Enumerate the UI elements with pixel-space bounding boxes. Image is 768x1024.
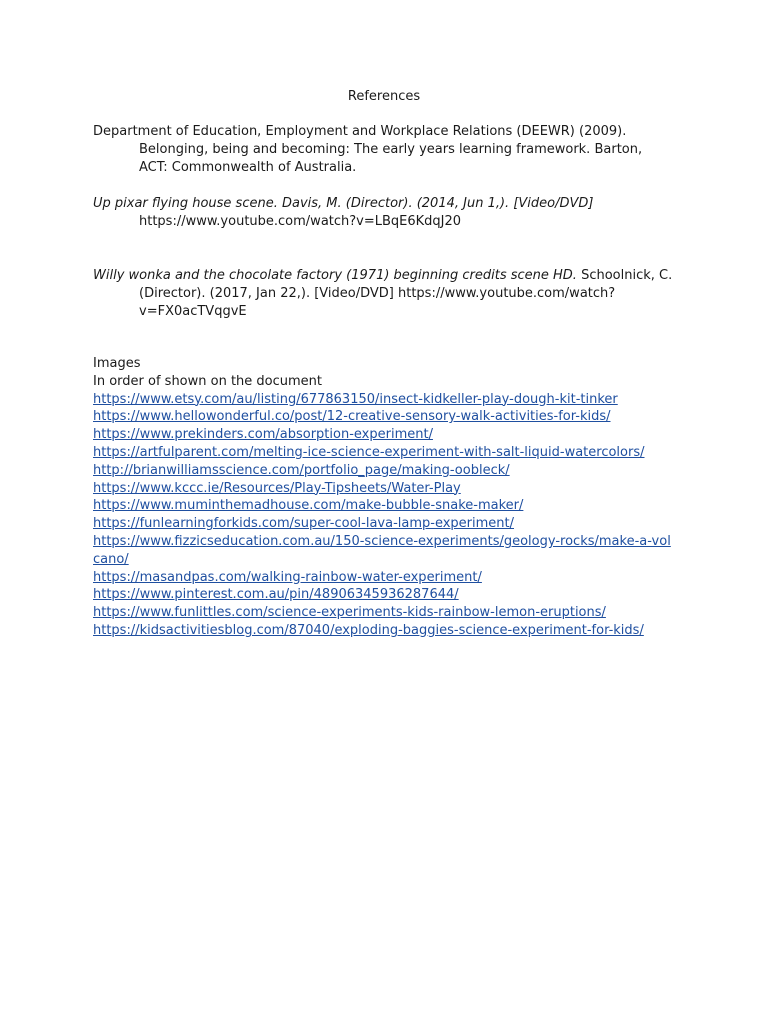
reference-title: Up pixar flying house scene. bbox=[93, 196, 278, 211]
reference-details-italic: Davis, M. (Director). (2014, Jun 1,). [Video/DVD] bbox=[277, 196, 594, 211]
image-link[interactable]: https://kidsactivitiesblog.com/87040/exploding-baggies-science-experiment-for-kids/ bbox=[93, 622, 644, 638]
list-item bbox=[93, 586, 673, 604]
list-item bbox=[93, 497, 673, 515]
images-subheading: In order of shown on the document bbox=[93, 373, 323, 389]
image-link[interactable]: https://www.hellowonderful.co/post/12-creative-sensory-walk-activities-for-kids/ bbox=[93, 409, 611, 425]
list-item bbox=[93, 480, 673, 498]
reference-entry-up bbox=[93, 195, 673, 231]
reference-details: Schoolnick, C. (Director). (2017, Jan 22,). [Video/DVD] https://www.youtube.com/watch?v=FX0acTVqgvE bbox=[139, 268, 673, 319]
image-link[interactable]: http://brianwilliamsscience.com/portfolio_page/making-oobleck/ bbox=[93, 462, 510, 478]
reference-title: Willy wonka and the chocolate factory (1971) beginning credits scene HD. bbox=[93, 268, 577, 283]
image-link-list bbox=[93, 391, 673, 640]
list-item bbox=[93, 391, 673, 409]
list-item bbox=[93, 622, 673, 640]
list-item bbox=[93, 426, 673, 444]
list-item bbox=[93, 604, 673, 622]
image-link[interactable]: https://www.fizzicseducation.com.au/150-science-experiments/geology-rocks/make-a-volcano/ bbox=[93, 533, 671, 567]
reference-list bbox=[93, 123, 673, 321]
list-item bbox=[93, 533, 673, 569]
list-item bbox=[93, 569, 673, 587]
reference-title: Belonging, being and becoming: The early years learning framework. bbox=[139, 142, 591, 157]
images-section bbox=[93, 355, 673, 640]
list-item bbox=[93, 462, 673, 480]
image-link[interactable]: https://www.kccc.ie/Resources/Play-Tipsheets/Water-Play bbox=[93, 480, 461, 496]
reference-url: https://www.youtube.com/watch?v=LBqE6KdqJ20 bbox=[139, 214, 462, 229]
image-link[interactable]: https://masandpas.com/walking-rainbow-water-experiment/ bbox=[93, 569, 482, 585]
image-link[interactable]: https://www.prekinders.com/absorption-experiment/ bbox=[93, 427, 433, 443]
image-link[interactable]: https://artfulparent.com/melting-ice-science-experiment-with-salt-liquid-watercolors/ bbox=[93, 444, 645, 460]
list-item bbox=[93, 444, 673, 462]
page-title: References bbox=[347, 89, 421, 104]
reference-details: Barton, ACT: Commonwealth of Australia. bbox=[139, 142, 643, 175]
image-link[interactable]: https://www.pinterest.com.au/pin/48906345936287644/ bbox=[93, 587, 459, 603]
list-item bbox=[93, 408, 673, 426]
image-link[interactable]: https://www.funlittles.com/science-experiments-kids-rainbow-lemon-eruptions/ bbox=[93, 605, 606, 621]
list-item bbox=[93, 515, 673, 533]
image-link[interactable]: https://funlearningforkids.com/super-cool-lava-lamp-experiment/ bbox=[93, 516, 514, 532]
reference-entry-willy-wonka bbox=[93, 267, 673, 321]
image-link[interactable]: https://www.muminthemadhouse.com/make-bubble-snake-maker/ bbox=[93, 498, 524, 514]
image-link[interactable]: https://www.etsy.com/au/listing/677863150/insect-kidkeller-play-dough-kit-tinker bbox=[93, 391, 618, 407]
reference-entry-deewr bbox=[93, 123, 673, 177]
reference-lead: Department of Education, Employment and Workplace Relations (DEEWR) (2009). bbox=[93, 124, 627, 139]
images-heading: Images bbox=[93, 356, 141, 371]
